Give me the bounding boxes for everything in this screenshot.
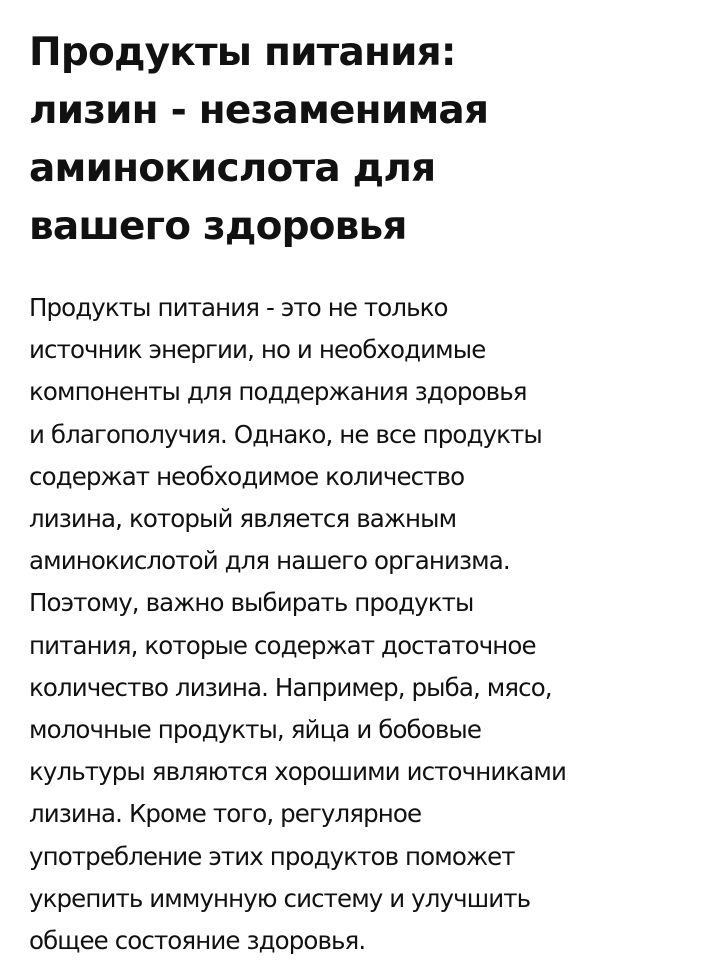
- body-line: компоненты для поддержания здоровья: [29, 377, 527, 407]
- body-line: аминокислотой для нашего организма.: [29, 546, 510, 576]
- body-line: лизина. Кроме того, регулярное: [29, 799, 422, 829]
- body-line: Поэтому, важно выбирать продукты: [29, 588, 474, 618]
- body-line: Продукты питания - это не только: [29, 293, 448, 322]
- body-line: общее состояние здоровья.: [29, 926, 366, 956]
- body-line: и благополучия. Однако, не все продукты: [29, 419, 542, 449]
- body-line: источник энергии, но и необходимые: [29, 335, 486, 365]
- article-body: [29, 287, 709, 962]
- title-line: вашего здоровья: [29, 204, 407, 249]
- body-line: питания, которые содержат достаточное: [29, 630, 536, 660]
- body-line: молочные продукты, яйца и бобовые: [29, 715, 482, 745]
- title-line: Продукты питания:: [29, 30, 456, 75]
- title-line: аминокислота для: [29, 146, 436, 191]
- body-line: употребление этих продуктов поможет: [29, 841, 515, 871]
- article-title: [29, 0, 699, 256]
- title-line: лизин - незаменимая: [29, 88, 489, 133]
- body-line: количество лизина. Например, рыба, мясо,: [29, 672, 552, 702]
- body-line: лизина, который является важным: [29, 504, 457, 534]
- body-line: культуры являются хорошими источниками: [29, 757, 566, 787]
- body-line: содержат необходимое количество: [29, 461, 465, 491]
- body-line: укрепить иммунную систему и улучшить: [29, 883, 531, 913]
